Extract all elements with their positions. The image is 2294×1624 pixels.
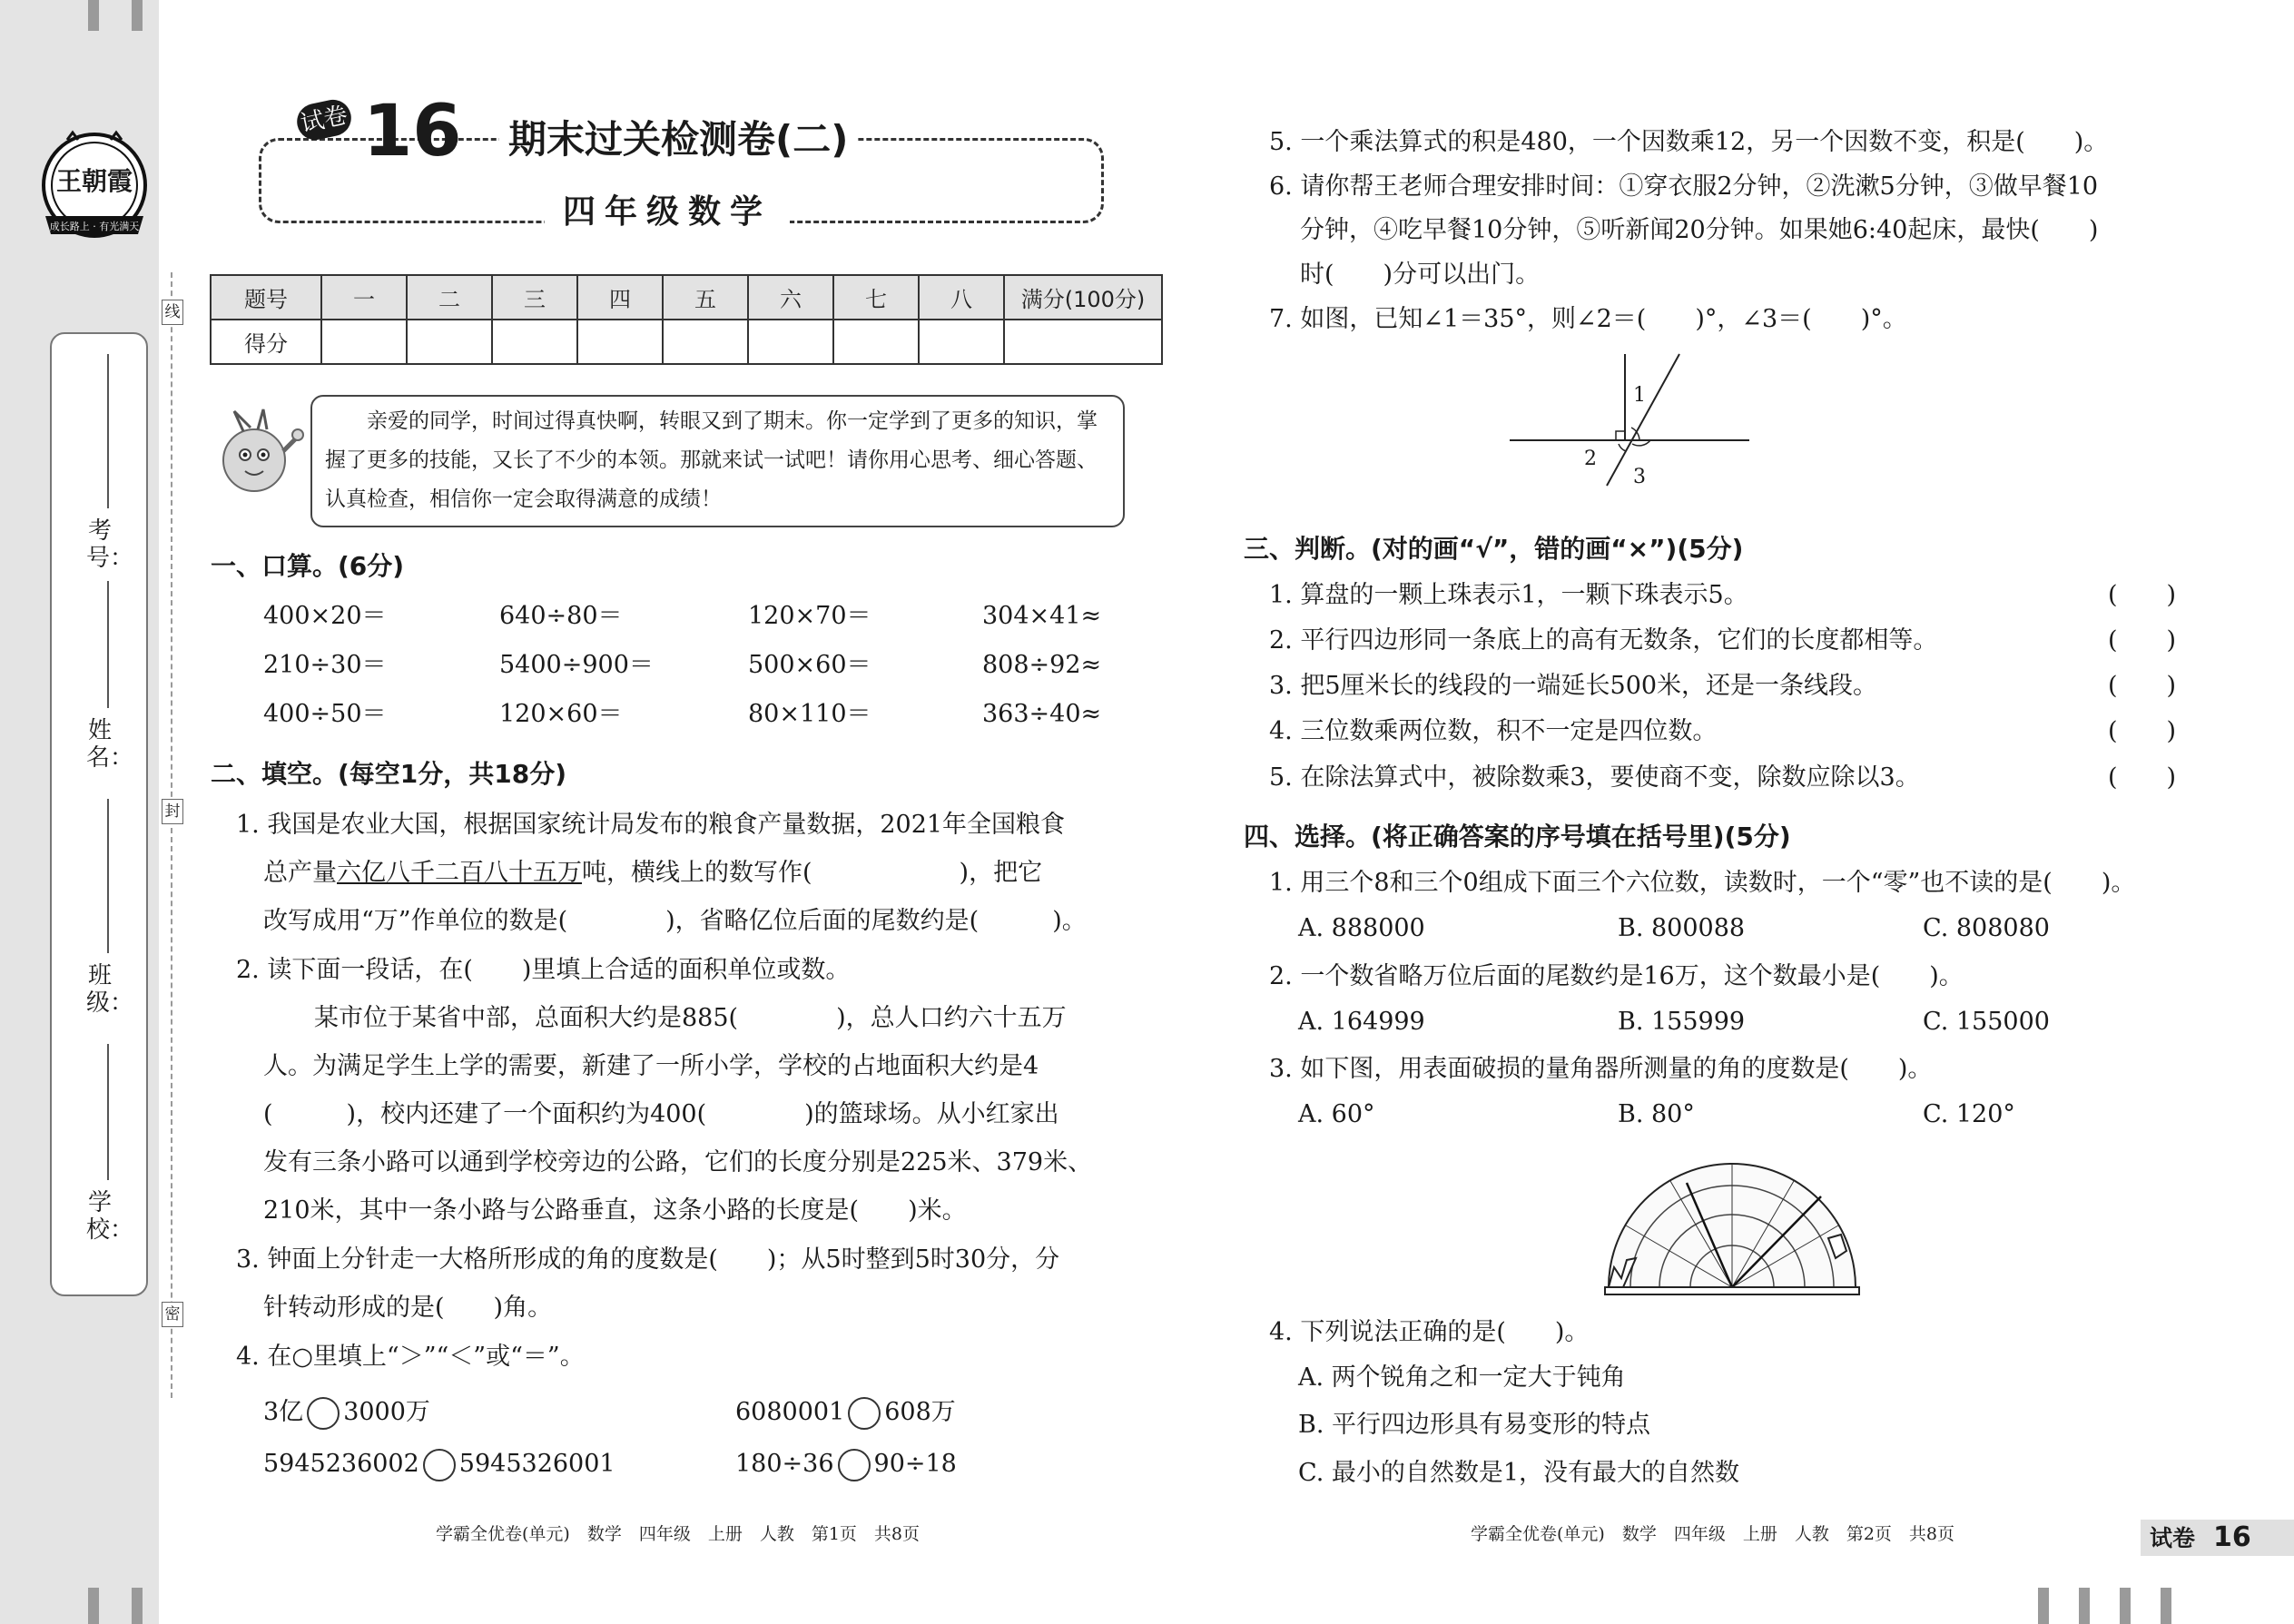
mental-math-item: 210÷30＝ xyxy=(263,651,387,679)
question-text-part: 吨，横线上的数写作( )，把它 xyxy=(582,859,1043,887)
choice-option[interactable]: A. 60° xyxy=(1298,1100,1375,1128)
table-cell: 二 xyxy=(407,275,492,320)
judge-item: 4. 三位数乘两位数，积不一定是四位数。 xyxy=(1269,717,1718,745)
exam-tab xyxy=(2141,1520,2294,1556)
answer-bracket[interactable]: ( ) xyxy=(2108,626,2177,655)
mental-math-item: 500×60＝ xyxy=(748,651,871,679)
choice-option[interactable]: B. 平行四边形具有易变形的特点 xyxy=(1298,1411,1651,1439)
question-text: 4. 在○里填上“＞”“＜”或“＝”。 xyxy=(236,1343,585,1371)
protractor-diagram xyxy=(1596,1151,1868,1296)
mental-math-item: 808÷92≈ xyxy=(982,651,1102,679)
binder-mark xyxy=(132,0,143,31)
choice-option[interactable]: A. 164999 xyxy=(1298,1008,1425,1036)
blank-line xyxy=(107,581,109,708)
seal-char: 密 xyxy=(162,1302,183,1327)
comparison-item xyxy=(735,1446,957,1482)
seal-line xyxy=(171,272,172,1398)
mascot-illustration xyxy=(207,404,309,506)
judge-item: 3. 把5厘米长的线段的一端延长500米，还是一条线段。 xyxy=(1269,672,1878,700)
cmp-left: 180÷36 xyxy=(735,1450,834,1478)
question-text: 2. 读下面一段话，在( )里填上合适的面积单位或数。 xyxy=(236,956,851,984)
score-cell[interactable] xyxy=(833,320,919,364)
table-cell: 题号 xyxy=(211,275,321,320)
seal-char: 封 xyxy=(162,799,183,824)
question-text: 1. 我国是农业大国，根据国家统计局发布的粮食产量数据，2021年全国粮食 xyxy=(236,811,1066,839)
score-cell[interactable] xyxy=(1004,320,1162,364)
choice-option[interactable]: C. 155000 xyxy=(1923,1008,2050,1036)
mental-math-item: 400÷50＝ xyxy=(263,700,387,728)
footer-right: 学霸全优卷(单元) 数学 四年级 上册 人教 第2页 共8页 xyxy=(1471,1524,1955,1544)
score-cell[interactable] xyxy=(919,320,1004,364)
binder-mark xyxy=(2038,1588,2049,1624)
answer-bracket[interactable]: ( ) xyxy=(2108,763,2177,792)
footer-left: 学霸全优卷(单元) 数学 四年级 上册 人教 第1页 共8页 xyxy=(436,1524,921,1544)
question-text: 分钟，④吃早餐10分钟，⑤听新闻20分钟。如果她6:40起床，最快( ) xyxy=(1300,216,2099,244)
angle-label: 2 xyxy=(1584,448,1597,470)
class-line[interactable] xyxy=(107,1044,109,1180)
angle-diagram xyxy=(1502,349,1757,504)
comparison-item xyxy=(735,1394,956,1431)
seal-char: 线 xyxy=(162,300,183,325)
question-text: 某市位于某省中部，总面积大约是885( )，总人口约六十五万 xyxy=(314,1004,1067,1032)
judge-item: 2. 平行四边形同一条底上的高有无数条，它们的长度都相等。 xyxy=(1269,626,1938,655)
question-text: 人。为满足学生上学的需要，新建了一所小学，学校的占地面积大约是4 xyxy=(263,1052,1039,1080)
score-table xyxy=(210,274,1163,365)
question-text: 210米，其中一条小路与公路垂直，这条小路的长度是( )米。 xyxy=(263,1196,967,1225)
binder-mark xyxy=(2120,1588,2131,1624)
mental-math-item: 400×20＝ xyxy=(263,602,387,630)
student-info-box xyxy=(50,332,148,1296)
choice-question: 3. 如下图，用表面破损的量角器所测量的角的度数是( )。 xyxy=(1269,1055,1933,1083)
question-text: 3. 钟面上分针走一大格所形成的角的度数是( )；从5时整到5时30分，分 xyxy=(236,1245,1060,1274)
choice-question: 1. 用三个8和三个0组成下面三个六位数，读数时，一个“零”也不读的是( )。 xyxy=(1269,869,2136,897)
cmp-right: 608万 xyxy=(884,1398,956,1426)
question-text: 5. 一个乘法算式的积是480，一个因数乘12，另一个因数不变，积是( )。 xyxy=(1269,128,2109,156)
choice-option[interactable]: C. 120° xyxy=(1923,1100,2015,1128)
logo-name: 王朝霞 xyxy=(55,166,133,196)
cmp-left: 3亿 xyxy=(263,1398,304,1426)
choice-option[interactable]: A. 两个锐角之和一定大于钝角 xyxy=(1298,1363,1626,1392)
cmp-left: 5945236002 xyxy=(263,1450,419,1478)
score-cell[interactable] xyxy=(577,320,663,364)
table-row xyxy=(211,320,1162,364)
table-cell: 三 xyxy=(492,275,577,320)
subject-title: 四年级数学 xyxy=(545,191,790,234)
mental-math-item: 120×60＝ xyxy=(499,700,623,728)
page-title: 期末过关检测卷(二) xyxy=(499,114,857,165)
section1-heading: 一、口算。(6分) xyxy=(211,551,405,581)
underlined-number: 六亿八千二百八十五万 xyxy=(337,859,582,887)
table-row xyxy=(211,275,1162,320)
judge-item: 5. 在除法算式中，被除数乘3，要使商不变，除数应除以3。 xyxy=(1269,763,1920,792)
question-text: ( )，校内还建了一个面积约为400( )的篮球场。从小红家出 xyxy=(263,1100,1059,1128)
choice-option[interactable]: C. 808080 xyxy=(1923,914,2050,942)
table-cell: 四 xyxy=(577,275,663,320)
section4-heading: 四、选择。(将正确答案的序号填在括号里)(5分) xyxy=(1244,822,1791,851)
compare-circle[interactable] xyxy=(838,1449,871,1481)
score-cell[interactable] xyxy=(748,320,833,364)
choice-option[interactable]: B. 80° xyxy=(1618,1100,1695,1128)
cmp-left: 6080001 xyxy=(735,1398,845,1426)
publisher-logo xyxy=(36,127,153,243)
badge-number: 16 xyxy=(363,91,462,172)
binder-mark xyxy=(88,1588,99,1624)
comparison-item xyxy=(263,1446,615,1482)
binder-mark xyxy=(132,1588,143,1624)
score-cell[interactable] xyxy=(407,320,492,364)
table-cell: 六 xyxy=(748,275,833,320)
answer-bracket[interactable]: ( ) xyxy=(2108,581,2177,609)
choice-option[interactable]: B. 155999 xyxy=(1618,1008,1746,1036)
table-cell: 五 xyxy=(663,275,748,320)
binder-mark xyxy=(2161,1588,2171,1624)
choice-question: 4. 下列说法正确的是( )。 xyxy=(1269,1318,1590,1346)
class-label: 班级： xyxy=(86,962,134,1017)
question-text: 改写成用“万”作单位的数是( )，省略亿位后面的尾数约是( )。 xyxy=(263,907,1087,935)
comparison-item xyxy=(263,1394,430,1431)
exam-no-line[interactable] xyxy=(107,354,109,508)
tab-number: 16 xyxy=(2213,1521,2251,1553)
judge-item: 1. 算盘的一颗上珠表示1，一颗下珠表示5。 xyxy=(1269,581,1748,609)
table-cell: 七 xyxy=(833,275,919,320)
mental-math-item: 5400÷900＝ xyxy=(499,651,654,679)
question-text: 发有三条小路可以通到学校旁边的公路，它们的长度分别是225米、379米、 xyxy=(263,1148,1093,1176)
cmp-right: 3000万 xyxy=(343,1398,430,1426)
score-cell[interactable] xyxy=(492,320,577,364)
table-cell: 得分 xyxy=(211,320,321,364)
choice-option[interactable]: A. 888000 xyxy=(1298,914,1425,942)
mental-math-item: 120×70＝ xyxy=(748,602,871,630)
table-cell: 满分(100分) xyxy=(1004,275,1162,320)
question-text xyxy=(263,855,1042,891)
cmp-right: 5945326001 xyxy=(458,1450,615,1478)
table-cell: 八 xyxy=(919,275,1004,320)
section3-heading: 三、判断。(对的画“√”，错的画“×”)(5分) xyxy=(1244,534,1744,564)
binder-mark xyxy=(2079,1588,2090,1624)
choice-question: 2. 一个数省略万位后面的尾数约是16万，这个数最小是( )。 xyxy=(1269,962,1964,990)
name-label: 姓名： xyxy=(86,717,134,772)
exam-no-label: 考号： xyxy=(86,517,134,572)
tab-label: 试卷 xyxy=(2150,1525,2196,1551)
mental-math-item: 80×110＝ xyxy=(748,700,871,728)
choice-option[interactable]: B. 800088 xyxy=(1618,914,1746,942)
compare-circle[interactable] xyxy=(307,1397,340,1430)
table-cell: 一 xyxy=(321,275,407,320)
compare-circle[interactable] xyxy=(423,1449,456,1481)
choice-option[interactable]: C. 最小的自然数是1，没有最大的自然数 xyxy=(1298,1459,1740,1487)
mental-math-item: 363÷40≈ xyxy=(982,700,1102,728)
intro-text: 亲爱的同学，时间过得真快啊，转眼又到了期末。你一定学到了更多的知识，掌握了更多的技能，又长了不少的本领。那就来试一试吧！请你用心思考、细心答题、认真检查，相信你一定会取得满意的成绩！ xyxy=(325,409,1098,511)
question-text: 6. 请你帮王老师合理安排时间：①穿衣服2分钟，②洗漱5分钟，③做早餐10 xyxy=(1269,172,2099,201)
answer-bracket[interactable]: ( ) xyxy=(2108,717,2177,745)
binder-mark xyxy=(88,0,99,31)
badge-label: 试卷 xyxy=(293,96,354,143)
cmp-right: 90÷18 xyxy=(873,1450,957,1478)
angle-label: 1 xyxy=(1633,384,1646,407)
mental-math-item: 304×41≈ xyxy=(982,602,1102,630)
score-cell[interactable] xyxy=(321,320,407,364)
question-text: 时( )分可以出门。 xyxy=(1300,261,1541,289)
mental-math-item: 640÷80＝ xyxy=(499,602,623,630)
question-text-part: 总产量 xyxy=(263,859,337,887)
name-line[interactable] xyxy=(107,799,109,953)
compare-circle[interactable] xyxy=(848,1397,881,1430)
school-label: 学校： xyxy=(86,1189,134,1244)
answer-bracket[interactable]: ( ) xyxy=(2108,672,2177,700)
question-text: 针转动形成的是( )角。 xyxy=(263,1294,553,1322)
section2-heading: 二、填空。(每空1分，共18分) xyxy=(211,759,567,789)
score-cell[interactable] xyxy=(663,320,748,364)
logo-motto: 成长路上 · 有光满天 xyxy=(49,221,140,232)
question-text: 7. 如图，已知∠1＝35°，则∠2＝( )°，∠3＝( )°。 xyxy=(1269,305,1907,333)
angle-label: 3 xyxy=(1633,466,1646,488)
